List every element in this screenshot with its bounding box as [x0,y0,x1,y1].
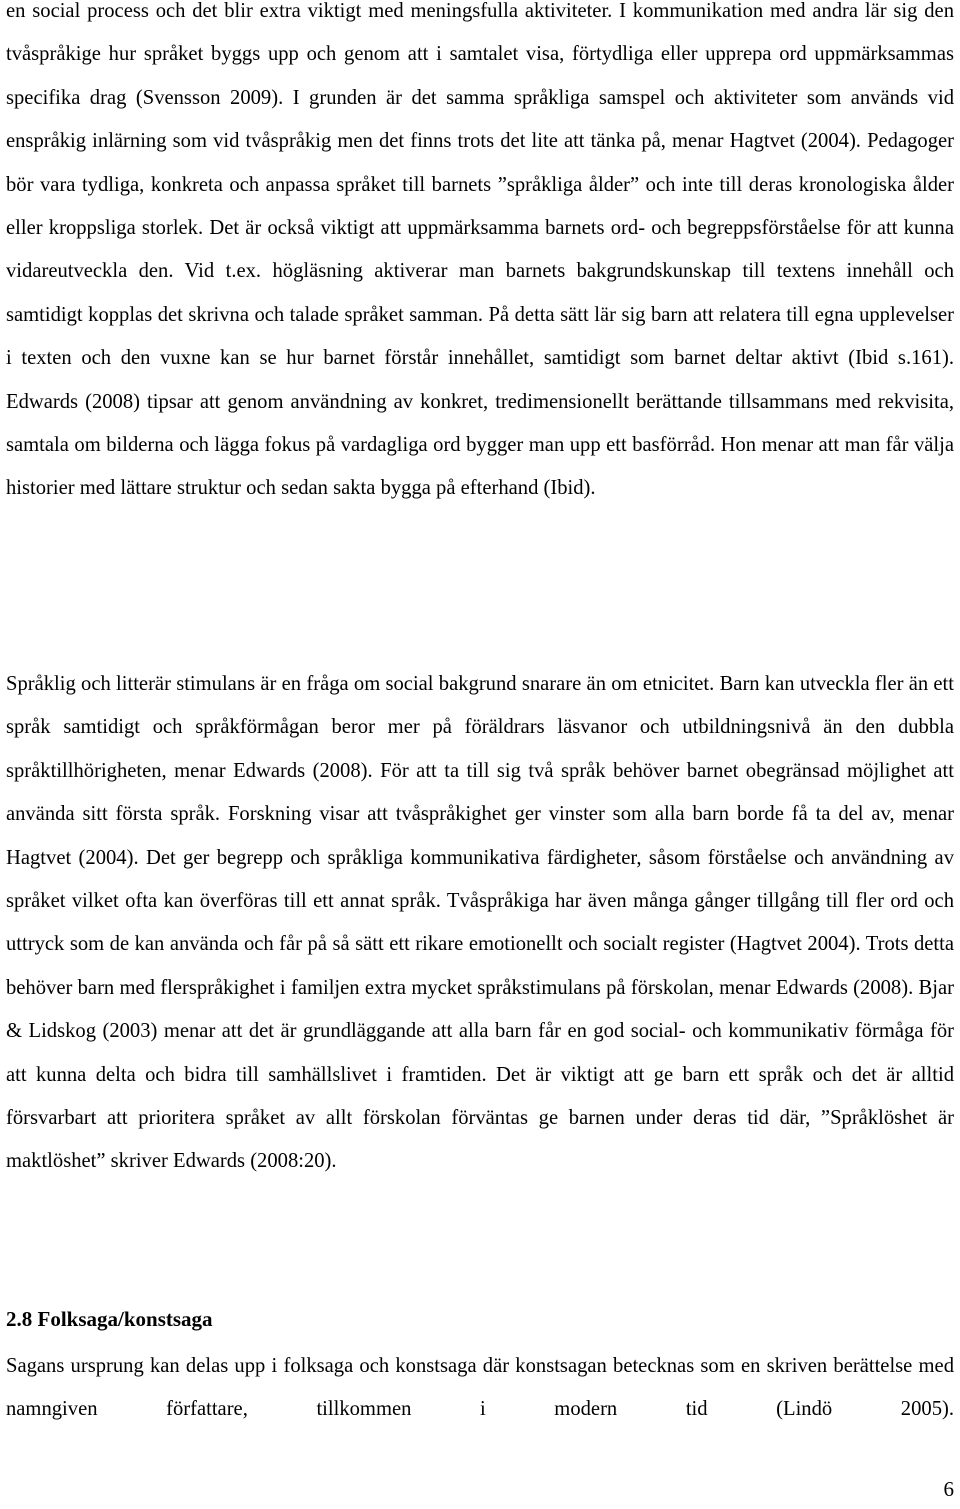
page-number: 6 [943,1477,954,1501]
body-paragraph: Sagans ursprung kan delas upp i folksaga och konstsaga där konstsagan betecknas som en skriven berättelse med namngiven författare, tillkommen i modern tid (Lindö 2005). [6,1355,954,1421]
body-paragraph: en social process och det blir extra viktigt med meningsfulla aktiviteter. I kommunikation med andra lär sig den tvåspråkige hur språket byggs upp och genom att i samtalet visa, förtydliga eller upprepa ord uppmärksammas specifika drag (Svensson 2009). I grunden är det samma språkliga samspel och aktiviteter som används vid enspråkig inlärning som vid tvåspråkig men det finns trots det lite att tänka på, menar Hagtvet (2004). Pedagoger bör vara tydliga, konkreta och anpassa språket till barnets ”språkliga ålder” och inte till deras kronologiska ålder eller kroppsliga storlek. Det är också viktigt att uppmärksamma barnets ord- och begreppsförståelse för att kunna vidareutveckla den. Vid t.ex. högläsning aktiverar man barnets bakgrundskunskap till textens innehåll och samtidigt kopplas det skrivna och talade språket samman. På detta sätt lär sig barn att relatera till egna upplevelser i texten och den vuxne kan se hur barnet förstår innehållet, samtidigt som barnet deltar aktivt (Ibid s.161). Edwards (2008) tipsar att genom användning av konkret, tredimensionellt berättande tillsammans med rekvisita, samtala om bilderna och lägga fokus på vardagliga ord bygger man upp ett basförråd. Hon menar att man får välja historier med lättare struktur och sedan sakta bygga på efterhand (Ibid). [6,0,954,500]
body-paragraph: Språklig och litterär stimulans är en fråga om social bakgrund snarare än om etnicitet. Barn kan utveckla fler än ett språk samtidigt och språkförmågan beror mer på föräldrars läsvanor och utbildningsnivå än den dubbla språktillhörigheten, menar Edwards (2008). För att ta till sig två språk behöver barnet obegränsad möjlighet att använda sitt första språk. Forskning visar att tvåspråkighet ger vinster som alla barn borde få ta del av, menar Hagtvet (2004). Det ger begrepp och språkliga kommunikativa färdigheter, såsom förståelse och användning av språket vilket ofta kan överföras till ett annat språk. Tvåspråkiga har även många gånger tillgång till fler ord och uttryck som de kan använda och får på så sätt ett rikare emotionellt och socialt register (Hagtvet 2004). Trots detta behöver barn med flerspråkighet i familjen extra mycket språkstimulans på förskolan, menar Edwards (2008). Bjar & Lidskog (2003) menar att det är grundläggande att alla barn får en god social- och kommunikativ förmåga för att kunna delta och bidra till samhällslivet i framtiden. Det är viktigt att ge barn ett språk och det är alltid försvarbart att prioritera språket av allt förskolan förväntas ge barnen under deras tid där, ”Språklöshet är maktlöshet” skriver Edwards (2008:20). [6,673,954,1173]
section-heading: 2.8 Folksaga/konstsaga [6,1307,213,1331]
